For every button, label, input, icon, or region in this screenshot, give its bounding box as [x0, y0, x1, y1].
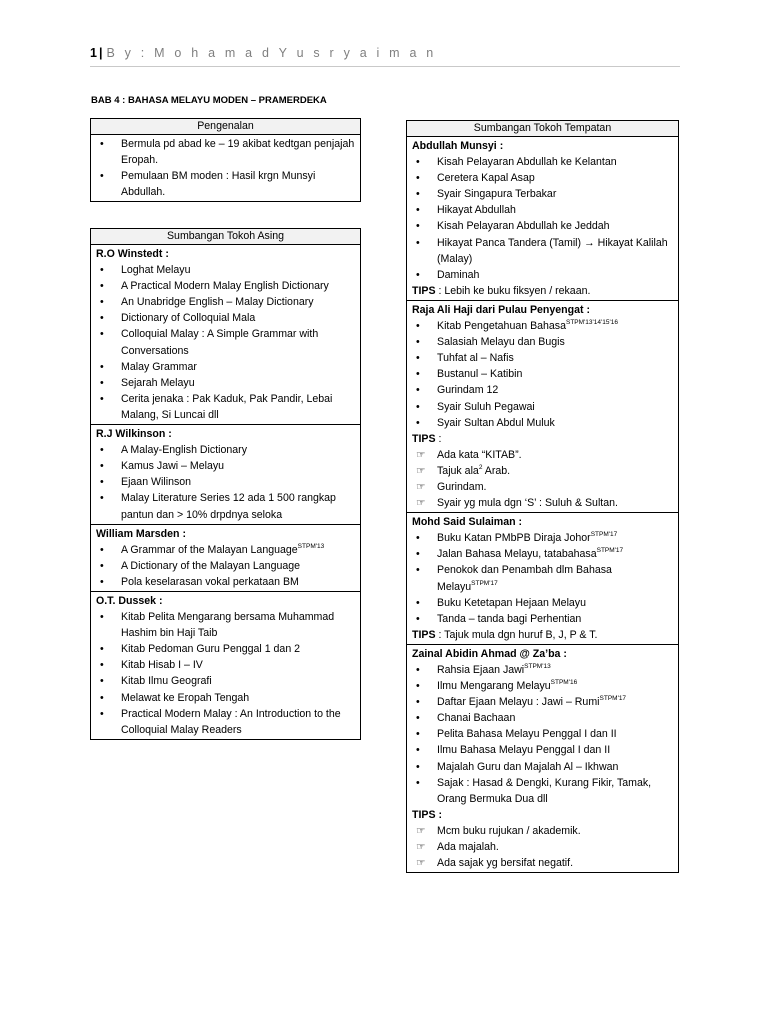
bullet-icon: • [100, 476, 104, 489]
exam-year-tag: STPM'13'14'15'16 [566, 319, 618, 327]
list-item: • Sejarah Melayu [96, 375, 356, 391]
list-item: • Chanai Bachaan [412, 710, 674, 726]
list-item: • Syair Sultan Abdul Muluk [412, 415, 674, 431]
list-item: • Kisah Pelayaran Abdullah ke Kelantan [412, 154, 674, 170]
local-contributors-box [406, 120, 679, 873]
list-item: • Rahsia Ejaan Jawi$^{STPM'13}$ [412, 662, 674, 678]
intro-list [96, 136, 356, 200]
chapter-title: BAB 4 : BAHASA MELAYU MODEN – PRAMERDEKA [91, 95, 327, 106]
bullet-icon: • [100, 559, 104, 572]
wilkinson-list [96, 442, 356, 522]
list-item: • Jalan Bahasa Melayu, tatabahasa$^{STPM'17}$ [412, 546, 674, 562]
bullet-icon: • [100, 691, 104, 704]
list-item: • Hikayat Abdullah [412, 202, 674, 218]
list-item: • Ilmu Bahasa Melayu Penggal I dan II [412, 742, 674, 758]
bullet-icon: • [416, 384, 420, 397]
bullet-icon: • [416, 532, 420, 545]
list-item: • Cerita jenaka : Pak Kaduk, Pak Pandir, Lebai Malang, Si Luncai dll [100, 392, 333, 421]
list-item: • Syair Singapura Terbakar [412, 186, 674, 202]
tips-line: TIPS : [412, 432, 442, 445]
tip-item: ☞ Syair yg mula dgn ‘S’ : Suluh & Sultan. [412, 495, 674, 511]
list-item: • Gurindam 12 [412, 382, 674, 398]
intro-box [90, 118, 361, 202]
intro-section [91, 135, 360, 201]
list-item: • Kitab Pelita Mengarang bersama Muhammad Hashim bin Haji Taib [100, 611, 335, 640]
bullet-icon: • [416, 320, 420, 333]
bullet-icon: • [416, 612, 420, 625]
tips-line: TIPS : Tajuk mula dgn huruf B, J, P & T. [412, 628, 598, 641]
bullet-icon: • [416, 156, 420, 169]
list-item: • A Practical Modern Malay English Dictionary [96, 278, 356, 294]
section-heading: R.J Wilkinson : [96, 428, 172, 441]
bullet-icon: • [100, 492, 104, 505]
list-item: • Bustanul – Katibin [412, 366, 674, 382]
bullet-icon: • [416, 400, 420, 413]
list-item: • Tanda – tanda bagi Perhentian [412, 611, 674, 627]
list-item: • Salasiah Melayu dan Bugis [412, 334, 674, 350]
bullet-icon: • [100, 360, 104, 373]
section-heading: Zainal Abidin Ahmad @ Za’ba : [412, 647, 567, 660]
list-item: • Majalah Guru dan Majalah Al – Ikhwan [412, 759, 674, 775]
list-item: • Pelita Bahasa Melayu Penggal I dan II [412, 726, 674, 742]
page-header [90, 46, 680, 67]
zaba-section [407, 644, 678, 872]
list-item: • Daminah [412, 267, 674, 283]
list-item: • Loghat Melayu [96, 262, 356, 278]
exam-year-tag: STPM'17 [599, 695, 627, 703]
tip-item: ☞ Ada kata “KITAB”. [412, 447, 674, 463]
list-item: • Malay Grammar [96, 359, 356, 375]
bullet-icon: • [100, 264, 104, 277]
bullet-icon: • [416, 236, 420, 249]
list-item: • Practical Modern Malay : An Introduction to the Colloquial Malay Readers [100, 707, 341, 736]
intro-heading: Pengenalan [91, 119, 360, 135]
list-item: • A Dictionary of the Malayan Language [96, 558, 356, 574]
bullet-icon: • [100, 543, 104, 556]
section-heading: O.T. Dussek : [96, 594, 163, 607]
exam-year-tag: STPM'13 [524, 663, 551, 670]
pointing-hand-icon: ☞ [416, 464, 426, 477]
section-heading: Raja Ali Haji dari Pulau Penyengat : [412, 303, 590, 316]
tip-item: ☞ Ada majalah. [412, 839, 674, 855]
list-item: • Buku Katan PMbPB Diraja Johor$^{STPM'17}$ [412, 530, 674, 546]
bullet-icon: • [100, 611, 104, 624]
wilkinson-section [91, 424, 360, 524]
said-list [412, 530, 674, 627]
bullet-icon: • [100, 170, 104, 183]
list-item: • Kitab Ilmu Geografi [96, 673, 356, 689]
list-item: • Pola keselarasan vokal perkataan BM [96, 574, 356, 590]
list-item: • Kitab Hisab I – IV [96, 657, 356, 673]
header-separator: | [98, 46, 103, 60]
bullet-icon: • [416, 760, 420, 773]
bullet-icon: • [416, 368, 420, 381]
tip-item: ☞ Mcm buku rujukan / akademik. [412, 823, 674, 839]
bullet-icon: • [100, 280, 104, 293]
bullet-icon: • [100, 707, 104, 720]
bullet-icon: • [100, 659, 104, 672]
exam-year-tag: STPM'17 [471, 579, 498, 587]
bullet-icon: • [416, 204, 420, 217]
bullet-icon: • [416, 564, 420, 577]
page-number: 1 [90, 46, 97, 60]
list-item: • Ejaan Wilinson [96, 474, 356, 490]
bullet-icon: • [416, 712, 420, 725]
list-item: • Kitab Pedoman Guru Penggal 1 dan 2 [96, 641, 356, 657]
list-item: • Bermula pd abad ke – 19 akibat kedtgan penjajah Eropah. [100, 138, 355, 167]
list-item: • Penokok dan Penambah dlm Bahasa Melayu$^{STPM'17}$ [416, 564, 612, 593]
said-sulaiman-section [407, 512, 678, 644]
pointing-hand-icon: ☞ [416, 841, 426, 854]
pointing-hand-icon: ☞ [416, 480, 426, 493]
marsden-list [96, 542, 356, 590]
tip-item: ☞ Tajuk ala$^2$ Arab. [412, 463, 674, 479]
raja-list [412, 318, 674, 431]
bullet-icon: • [416, 268, 420, 281]
raja-ali-haji-section [407, 300, 678, 512]
list-item: • Hikayat Panca Tandera (Tamil) → Hikayat Kalilah (Malay) [416, 236, 668, 265]
section-heading: R.O Winstedt : [96, 248, 169, 260]
bullet-icon: • [416, 776, 420, 789]
bullet-icon: • [100, 312, 104, 325]
list-item: • A Grammar of the Malayan Language$^{STPM'13}$ [96, 542, 356, 558]
abdullah-list [412, 154, 674, 283]
bullet-icon: • [100, 675, 104, 688]
winstedt-section [91, 245, 360, 424]
list-item: • Malay Literature Series 12 ada 1 500 rangkap pantun dan > 10% drpdnya seloka [100, 492, 336, 521]
bullet-icon: • [416, 680, 420, 693]
list-item: • Dictionary of Colloquial Mala [96, 310, 356, 326]
list-item: • Kisah Pelayaran Abdullah ke Jeddah [412, 218, 674, 234]
local-heading: Sumbangan Tokoh Tempatan [407, 121, 678, 137]
pointing-hand-icon: ☞ [416, 448, 426, 461]
dussek-section [91, 591, 360, 739]
marsden-section [91, 524, 360, 591]
bullet-icon: • [416, 188, 420, 201]
tip-item: ☞ Ada sajak yg bersifat negatif. [412, 855, 674, 871]
bullet-icon: • [416, 548, 420, 561]
section-heading: William Marsden : [96, 527, 186, 540]
abdullah-section [407, 137, 678, 300]
bullet-icon: • [100, 444, 104, 457]
pointing-hand-icon: ☞ [416, 857, 426, 870]
foreign-heading: Sumbangan Tokoh Asing [91, 229, 360, 245]
bullet-icon: • [416, 744, 420, 757]
list-item: • An Unabridge English – Malay Dictionary [96, 294, 356, 310]
foreign-contributors-box [90, 228, 361, 740]
exam-year-tag: STPM'13 [297, 542, 325, 550]
bullet-icon: • [100, 138, 104, 150]
tips-line: TIPS : Lebih ke buku fiksyen / rekaan. [412, 284, 591, 297]
list-item: • Melawat ke Eropah Tengah [96, 690, 356, 706]
exam-year-tag: STPM'17 [596, 547, 624, 555]
list-item: • Ilmu Mengarang Melayu$^{STPM'16}$ [412, 678, 674, 694]
bullet-icon: • [416, 728, 420, 741]
list-item: • Colloquial Malay : A Simple Grammar with Conversations [100, 328, 319, 357]
bullet-icon: • [100, 296, 104, 309]
bullet-icon: • [100, 575, 104, 588]
zaba-list [412, 662, 674, 807]
bullet-icon: • [416, 696, 420, 709]
bullet-icon: • [100, 460, 104, 473]
bullet-icon: • [100, 643, 104, 656]
list-item: • Sajak : Hasad & Dengki, Kurang Fikir, Tamak, Orang Bermuka Dua dll [416, 776, 652, 805]
list-item: • Syair Suluh Pegawai [412, 399, 674, 415]
list-item: • A Malay-English Dictionary [96, 442, 356, 458]
pointing-hand-icon: ☞ [416, 824, 426, 837]
bullet-icon: • [100, 328, 104, 341]
pointing-hand-icon: ☞ [416, 497, 426, 510]
bullet-icon: • [416, 336, 420, 349]
raja-tips-list [412, 447, 674, 511]
bullet-icon: • [416, 220, 420, 233]
tips-line: TIPS : [412, 808, 443, 821]
list-item: • Buku Ketetapan Hejaan Melayu [412, 595, 674, 611]
list-item: • Daftar Ejaan Melayu : Jawi – Rumi$^{STPM'17}$ [412, 694, 674, 710]
bullet-icon: • [416, 596, 420, 609]
bullet-icon: • [416, 352, 420, 365]
arrow-right-icon: → [584, 236, 595, 249]
list-item: • Kitab Pengetahuan Bahasa$^{STPM'13'14'15'16}$ [412, 318, 674, 334]
list-item: • Pemulaan BM moden : Hasil krgn Munsyi Abdullah. [100, 170, 316, 199]
bullet-icon: • [416, 172, 420, 185]
section-heading: Mohd Said Sulaiman : [412, 516, 523, 529]
list-item: • Ceretera Kapal Asap [412, 170, 674, 186]
exam-year-tag: STPM'17 [590, 531, 618, 539]
section-heading: Abdullah Munsyi : [412, 140, 504, 152]
list-item: • Tuhfat al – Nafis [412, 350, 674, 366]
bullet-icon: • [416, 416, 420, 429]
list-item: • Kamus Jawi – Melayu [96, 458, 356, 474]
dussek-list [96, 609, 356, 738]
zaba-tips-list [412, 823, 674, 871]
tip-item: ☞ Gurindam. [412, 479, 674, 495]
winstedt-list [96, 262, 356, 423]
bullet-icon: • [100, 376, 104, 389]
bullet-icon: • [416, 664, 420, 676]
bullet-icon: • [100, 392, 104, 405]
exam-year-tag: STPM'16 [550, 679, 578, 687]
author-line: B y : M o h a m a d Y u s r y a i m a n [106, 46, 437, 60]
